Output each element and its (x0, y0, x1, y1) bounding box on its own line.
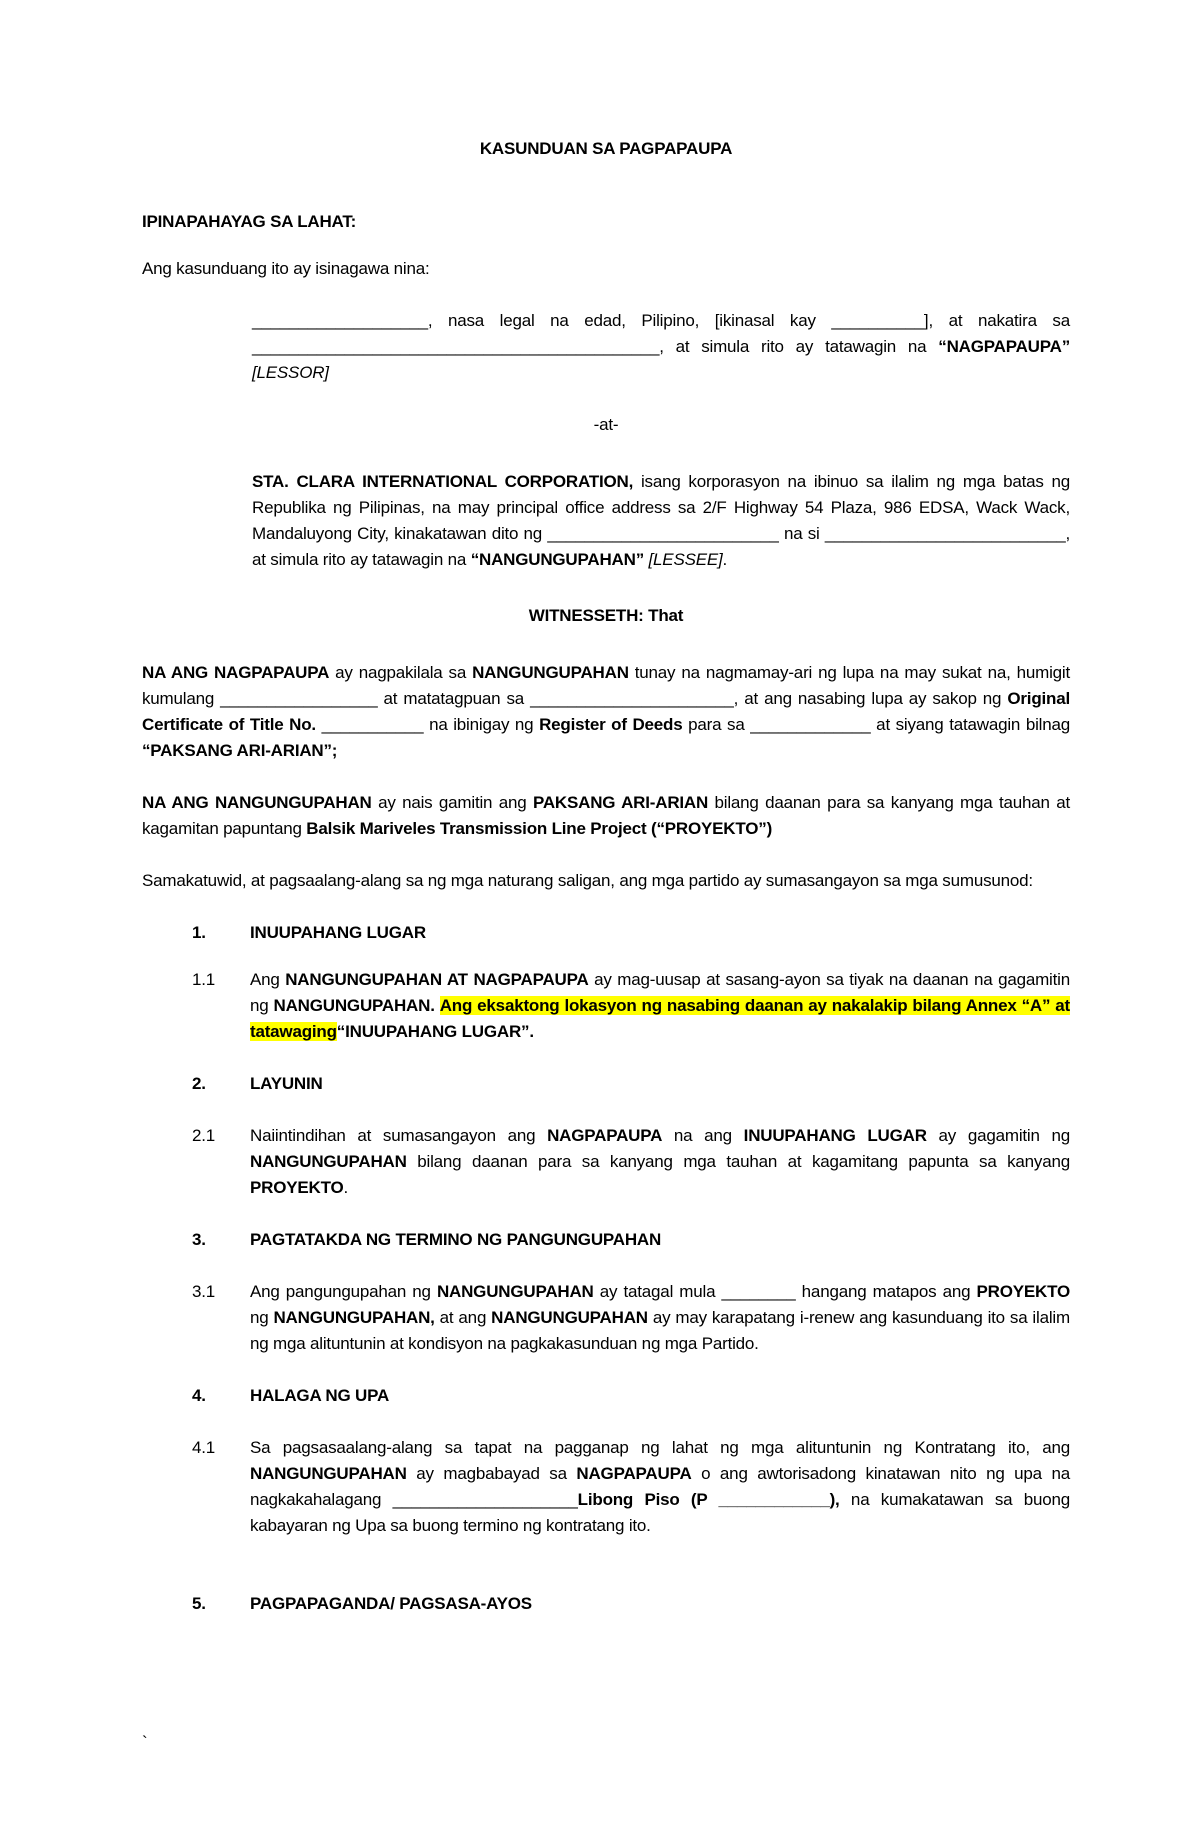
text-run: . (343, 1178, 349, 1197)
text-run: ay nagpakilala sa (329, 663, 473, 682)
text-run: ay mag-uusap at sasang-ayon sa tiyak na daanan na gagamitin ng (250, 970, 1070, 1015)
text-run: “INUUPAHANG LUGAR”. (336, 1022, 534, 1041)
text-run: ay tatagal mula ________ hangang matapos ang (593, 1282, 977, 1301)
declaration-text: IPINAPAHAYAG SA LAHAT: (142, 212, 357, 231)
text-run: NAGPAPAUPA (576, 1464, 692, 1483)
section-3-heading (142, 1227, 1070, 1253)
highlighted-text: Ang eksaktong lokasyon ng nasabing daanan ay nakalakip bilang Annex “A” at tatawaging (250, 996, 1070, 1041)
lessee-paragraph (252, 469, 1070, 573)
therefore-clause (142, 868, 1070, 894)
recital-ownership (142, 660, 1070, 764)
text-run: NANGUNGUPAHAN (472, 663, 629, 682)
section-title: INUUPAHANG LUGAR (250, 923, 426, 942)
section-5-heading (142, 1591, 1070, 1617)
clause-4-1 (142, 1435, 1070, 1539)
text-run: ay gagamitin ng (926, 1126, 1070, 1145)
lessor-paragraph (252, 308, 1070, 386)
text-run: at ang (434, 1308, 492, 1327)
lessor-label: [LESSOR] (252, 363, 329, 382)
text-run: o ang awtorisadong kinatawan nito ng upa na nagkakahalagang ____________________ (250, 1464, 1070, 1509)
section-number: 2. (192, 1074, 206, 1093)
text-run: Sa pagsasaalang-alang sa tapat na pagganap ng lahat ng mga alituntunin ng Kontratang ito, ang (250, 1438, 1070, 1457)
text-run: NANGUNGUPAHAN (250, 1464, 407, 1483)
section-title: PAGPAPAGANDA/ PAGSASA-AYOS (250, 1594, 532, 1613)
text-run: PROYEKTO (976, 1282, 1070, 1301)
text-run (435, 996, 440, 1015)
clause-number: 1.1 (192, 970, 216, 989)
text-run: ___________________, nasa legal na edad, Pilipino, [ikinasal kay __________], at nakatira sa ____________________________________________, at simula rito ay tatawagin na (252, 311, 1070, 356)
text-run: na kumakatawan sa buong kabayaran ng Upa sa buong termino ng kontratang ito. (250, 1490, 1070, 1535)
intro-text: Ang kasunduang ito ay isinagawa nina: (142, 259, 430, 278)
text-run: . (722, 550, 728, 569)
text-run: NANGUNGUPAHAN AT NAGPAPAUPA (285, 970, 589, 989)
clause-3-1 (142, 1279, 1070, 1357)
clause-2-1 (142, 1123, 1070, 1201)
text-run: isang korporasyon na ibinuo sa ilalim ng mga batas ng Republika ng Pilipinas, na may principal office address sa 2/F Highway 54 Plaza, 986 EDSA, Wack Wack, Mandaluyong City, kinakatawan dito ng _________________________ na si __________________________, at simula rito ay tatawagin na (252, 472, 1071, 569)
document-title-text: KASUNDUAN SA PAGPAPAUPA (479, 139, 733, 158)
section-number: 1. (192, 923, 206, 942)
text-run: Libong Piso (P ____________), (577, 1490, 840, 1509)
clause-number: 4.1 (192, 1438, 216, 1457)
text-run: NAGPAPAUPA (547, 1126, 663, 1145)
clause-body (250, 1279, 1070, 1357)
section-number: 4. (192, 1386, 206, 1405)
intro-line (142, 256, 1070, 282)
declaration-heading (142, 209, 1070, 235)
text-run: Ang pangungupahan ng (250, 1282, 437, 1301)
text-run: ay may karapatang i-renew ang kasunduang ito sa ilalim ng mga alituntunin at kondisyon na pagkakasunduan ng mga Partido. (250, 1308, 1070, 1353)
section-2-heading (142, 1071, 1070, 1097)
corporation-name: STA. CLARA INTERNATIONAL CORPORATION, (252, 472, 634, 491)
text-run: Original Certificate of Title No. (142, 689, 1070, 734)
text-run: ng (250, 1308, 274, 1327)
clause-body (250, 967, 1070, 1045)
section-number: 3. (192, 1230, 206, 1249)
recital-purpose (142, 790, 1070, 842)
text-run: “PAKSANG ARI-ARIAN”; (142, 741, 338, 760)
text-run: ay magbabayad sa (406, 1464, 577, 1483)
lessee-label: [LESSEE] (648, 550, 723, 569)
text-run: NA ANG NAGPAPAUPA (142, 663, 330, 682)
text-run: tunay na nagmamay-ari ng lupa na may sukat na, humigit kumulang _________________ at matatagpuan sa ______________________, at ang nasabing lupa ay sakop ng (142, 663, 1070, 708)
document-title (142, 136, 1070, 162)
stray-backtick-mark: ` (142, 1733, 148, 1752)
separator-text: -at- (593, 415, 619, 434)
text-run: bilang daanan para sa kanyang mga tauhan at kagamitang papunta sa kanyang (406, 1152, 1070, 1171)
text-run: NA ANG NANGUNGUPAHAN (142, 793, 372, 812)
witnesseth-heading (142, 603, 1070, 629)
lessor-term: “NAGPAPAUPA” (938, 337, 1070, 356)
text-run: PROYEKTO (250, 1178, 344, 1197)
text-run: bilang daanan para sa kanyang mga tauhan at kagamitan papuntang (142, 793, 1070, 838)
text-run: NANGUNGUPAHAN. (273, 996, 435, 1015)
text-run: INUUPAHANG LUGAR (743, 1126, 927, 1145)
project-name: Balsik Mariveles Transmission Line Project (“PROYEKTO”) (306, 819, 773, 838)
text-run: ___________ na ibinigay ng (315, 715, 540, 734)
clause-number: 3.1 (192, 1282, 216, 1301)
section-title: PAGTATAKDA NG TERMINO NG PANGUNGUPAHAN (250, 1230, 662, 1249)
section-title: LAYUNIN (250, 1074, 323, 1093)
text-run: NANGUNGUPAHAN (491, 1308, 648, 1327)
text-run: PAKSANG ARI-ARIAN (532, 793, 709, 812)
text-run: NANGUNGUPAHAN (436, 1282, 594, 1301)
text-run: Register of Deeds (539, 715, 683, 734)
text-run: na ang (662, 1126, 744, 1145)
text-run: NANGUNGUPAHAN (250, 1152, 407, 1171)
clause-body (250, 1435, 1070, 1539)
clause-body (250, 1123, 1070, 1201)
section-title: HALAGA NG UPA (250, 1386, 390, 1405)
text-run: ay nais gamitin ang (371, 793, 533, 812)
section-1-heading (142, 920, 1070, 946)
section-number: 5. (192, 1594, 206, 1613)
clause-1-1 (142, 967, 1070, 1045)
text-run: para sa _____________ at siyang tatawagin bilnag (682, 715, 1070, 734)
separator-at (142, 412, 1070, 438)
text-run: Samakatuwid, at pagsaalang-alang sa ng mga naturang saligan, ang mga partido ay sumasangayon sa mga sumusunod: (142, 871, 1033, 890)
text-run: NANGUNGUPAHAN, (273, 1308, 435, 1327)
lessee-term: “NANGUNGUPAHAN” (470, 550, 644, 569)
text-run: Naiintindihan at sumasangayon ang (250, 1126, 548, 1145)
section-4-heading (142, 1383, 1070, 1409)
clause-number: 2.1 (192, 1126, 216, 1145)
text-run: Ang (250, 970, 286, 989)
witnesseth-text: WITNESSETH: That (528, 606, 684, 625)
